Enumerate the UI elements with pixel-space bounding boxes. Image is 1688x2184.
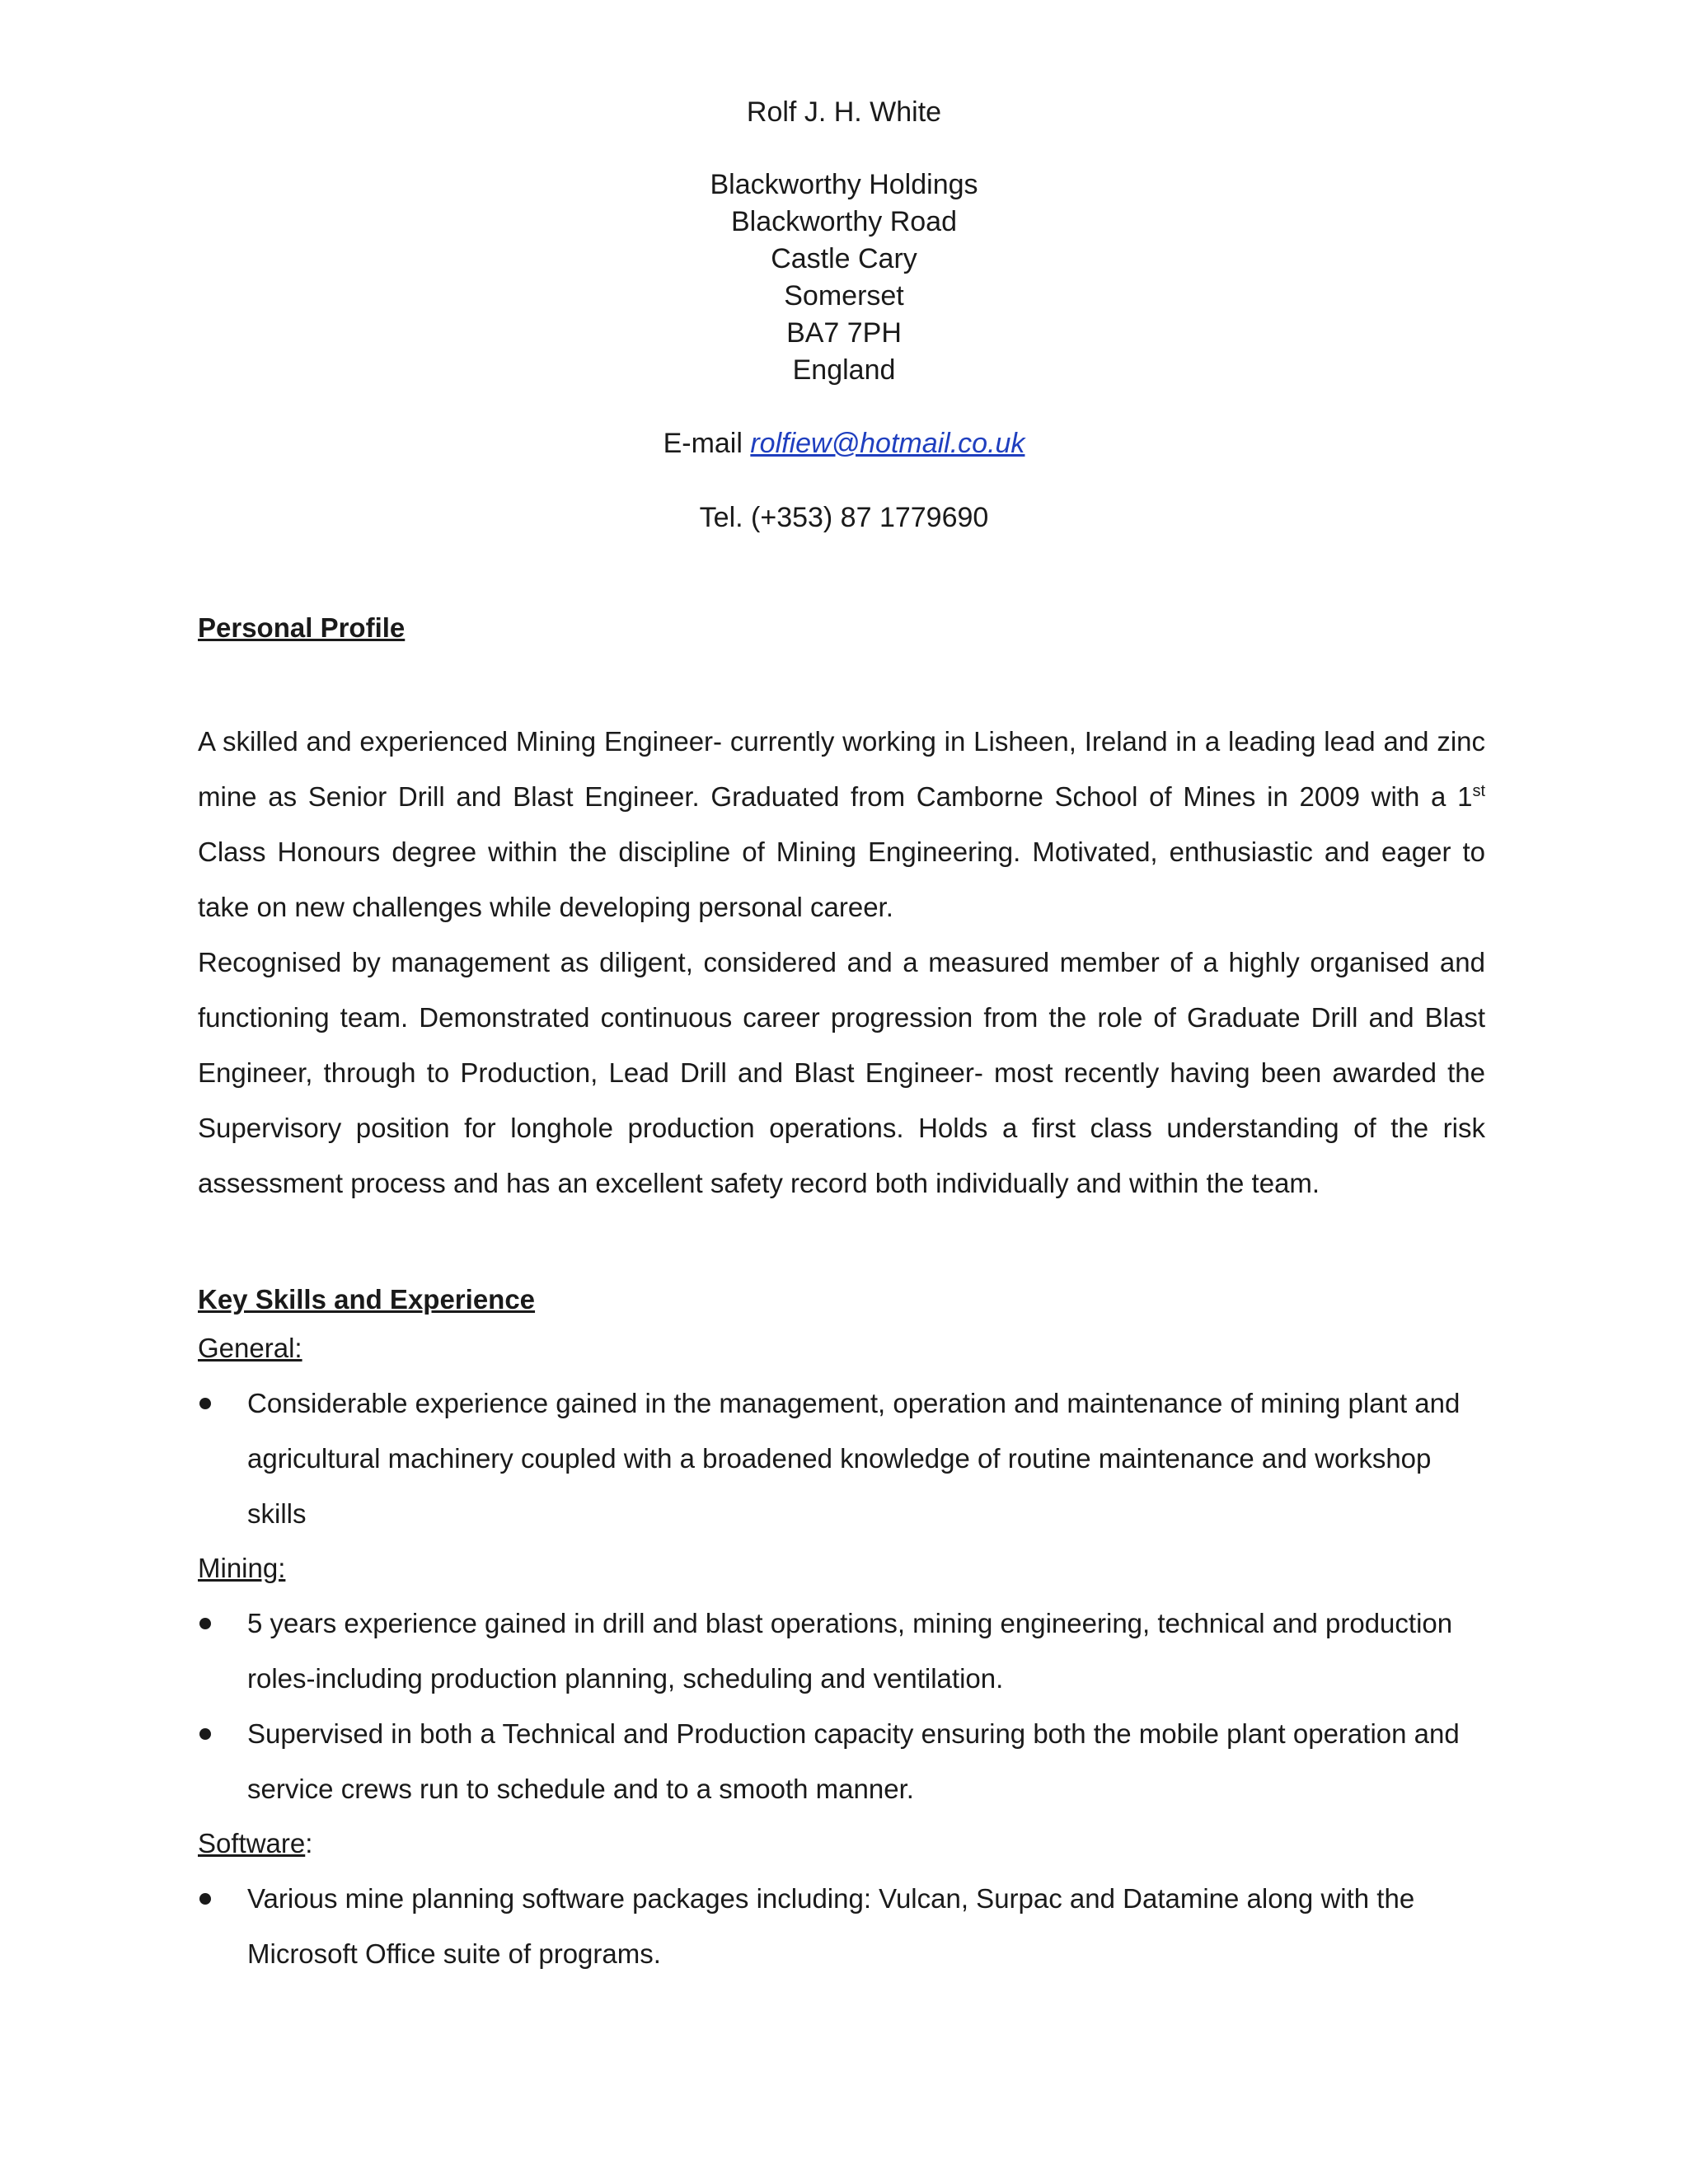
personal-profile-text	[198, 714, 1485, 1211]
cv-header	[0, 92, 1688, 537]
list-item	[198, 1706, 1485, 1816]
email-label: E-mail	[663, 428, 743, 459]
mining-skills-list	[198, 1596, 1485, 1816]
profile-paragraph	[198, 714, 1485, 935]
subheading-software-row	[198, 1816, 1485, 1871]
list-item-text: 5 years experience gained in drill and blast operations, mining engineering, technical and production roles-including production planning, scheduling and ventilation.	[247, 1608, 1453, 1694]
address-line: Castle Cary	[771, 243, 917, 274]
general-skills-list	[198, 1376, 1485, 1541]
section-title-key-skills: Key Skills and Experience	[198, 1284, 536, 1315]
email-row	[0, 424, 1688, 463]
bullet-icon	[199, 1618, 211, 1629]
candidate-name: Rolf J. H. White	[746, 96, 942, 128]
subheading-software: Software	[198, 1828, 306, 1858]
bullet-icon	[199, 1893, 211, 1905]
address-line: Blackworthy Holdings	[710, 169, 978, 200]
subheading-general: General:	[198, 1333, 302, 1363]
subheading-colon: :	[305, 1828, 313, 1858]
list-item-text: Considerable experience gained in the management, operation and maintenance of mining plant and agricultural machinery coupled with a broadened knowledge of routine maintenance and workshop skills	[247, 1388, 1461, 1529]
list-item-text: Supervised in both a Technical and Production capacity ensuring both the mobile plant operation and service crews run to schedule and to a smooth manner.	[247, 1718, 1460, 1804]
software-skills-list	[198, 1871, 1485, 1981]
profile-paragraph: Recognised by management as diligent, considered and a measured member of a highly organised and functioning team. Demonstrated continuous career progression from the role of Graduate Drill and Blast Engineer, through to Production, Lead Drill and Blast Engineer- most recently having been awarded the Supervisory position for longhole production operations. Holds a first class understanding of the risk assessment process and has an excellent safety record both individually and within the team.	[198, 947, 1485, 1198]
cv-body	[198, 607, 1485, 1981]
telephone: Tel. (+353) 87 1779690	[699, 502, 989, 533]
bullet-icon	[199, 1728, 211, 1740]
list-item-text: Various mine planning software packages including: Vulcan, Surpac and Datamine along with the Microsoft Office suite of programs.	[247, 1883, 1415, 1969]
address-line: England	[792, 354, 896, 386]
postal-address	[0, 166, 1688, 389]
profile-paragraph-part: Class Honours degree within the discipline of Mining Engineering. Motivated, enthusiastic and eager to take on new challenges while developing personal career.	[198, 837, 1485, 922]
list-item	[198, 1596, 1485, 1706]
email-link[interactable]: rolfiew@hotmail.co.uk	[750, 428, 1025, 459]
address-line: Somerset	[784, 280, 904, 312]
list-item	[198, 1871, 1485, 1981]
profile-paragraph-part: A skilled and experienced Mining Engineer- currently working in Lisheen, Ireland in a leading lead and zinc mine as Senior Drill and Blast Engineer. Graduated from Camborne School of Mines in 2009 with a 1	[198, 726, 1485, 812]
address-line: Blackworthy Road	[730, 206, 957, 237]
section-title-personal-profile: Personal Profile	[198, 612, 406, 643]
list-item	[198, 1376, 1485, 1541]
address-line: BA7 7PH	[786, 317, 902, 349]
ordinal-suffix: st	[1472, 782, 1485, 800]
bullet-icon	[199, 1398, 211, 1409]
subheading-mining: Mining:	[198, 1553, 286, 1583]
